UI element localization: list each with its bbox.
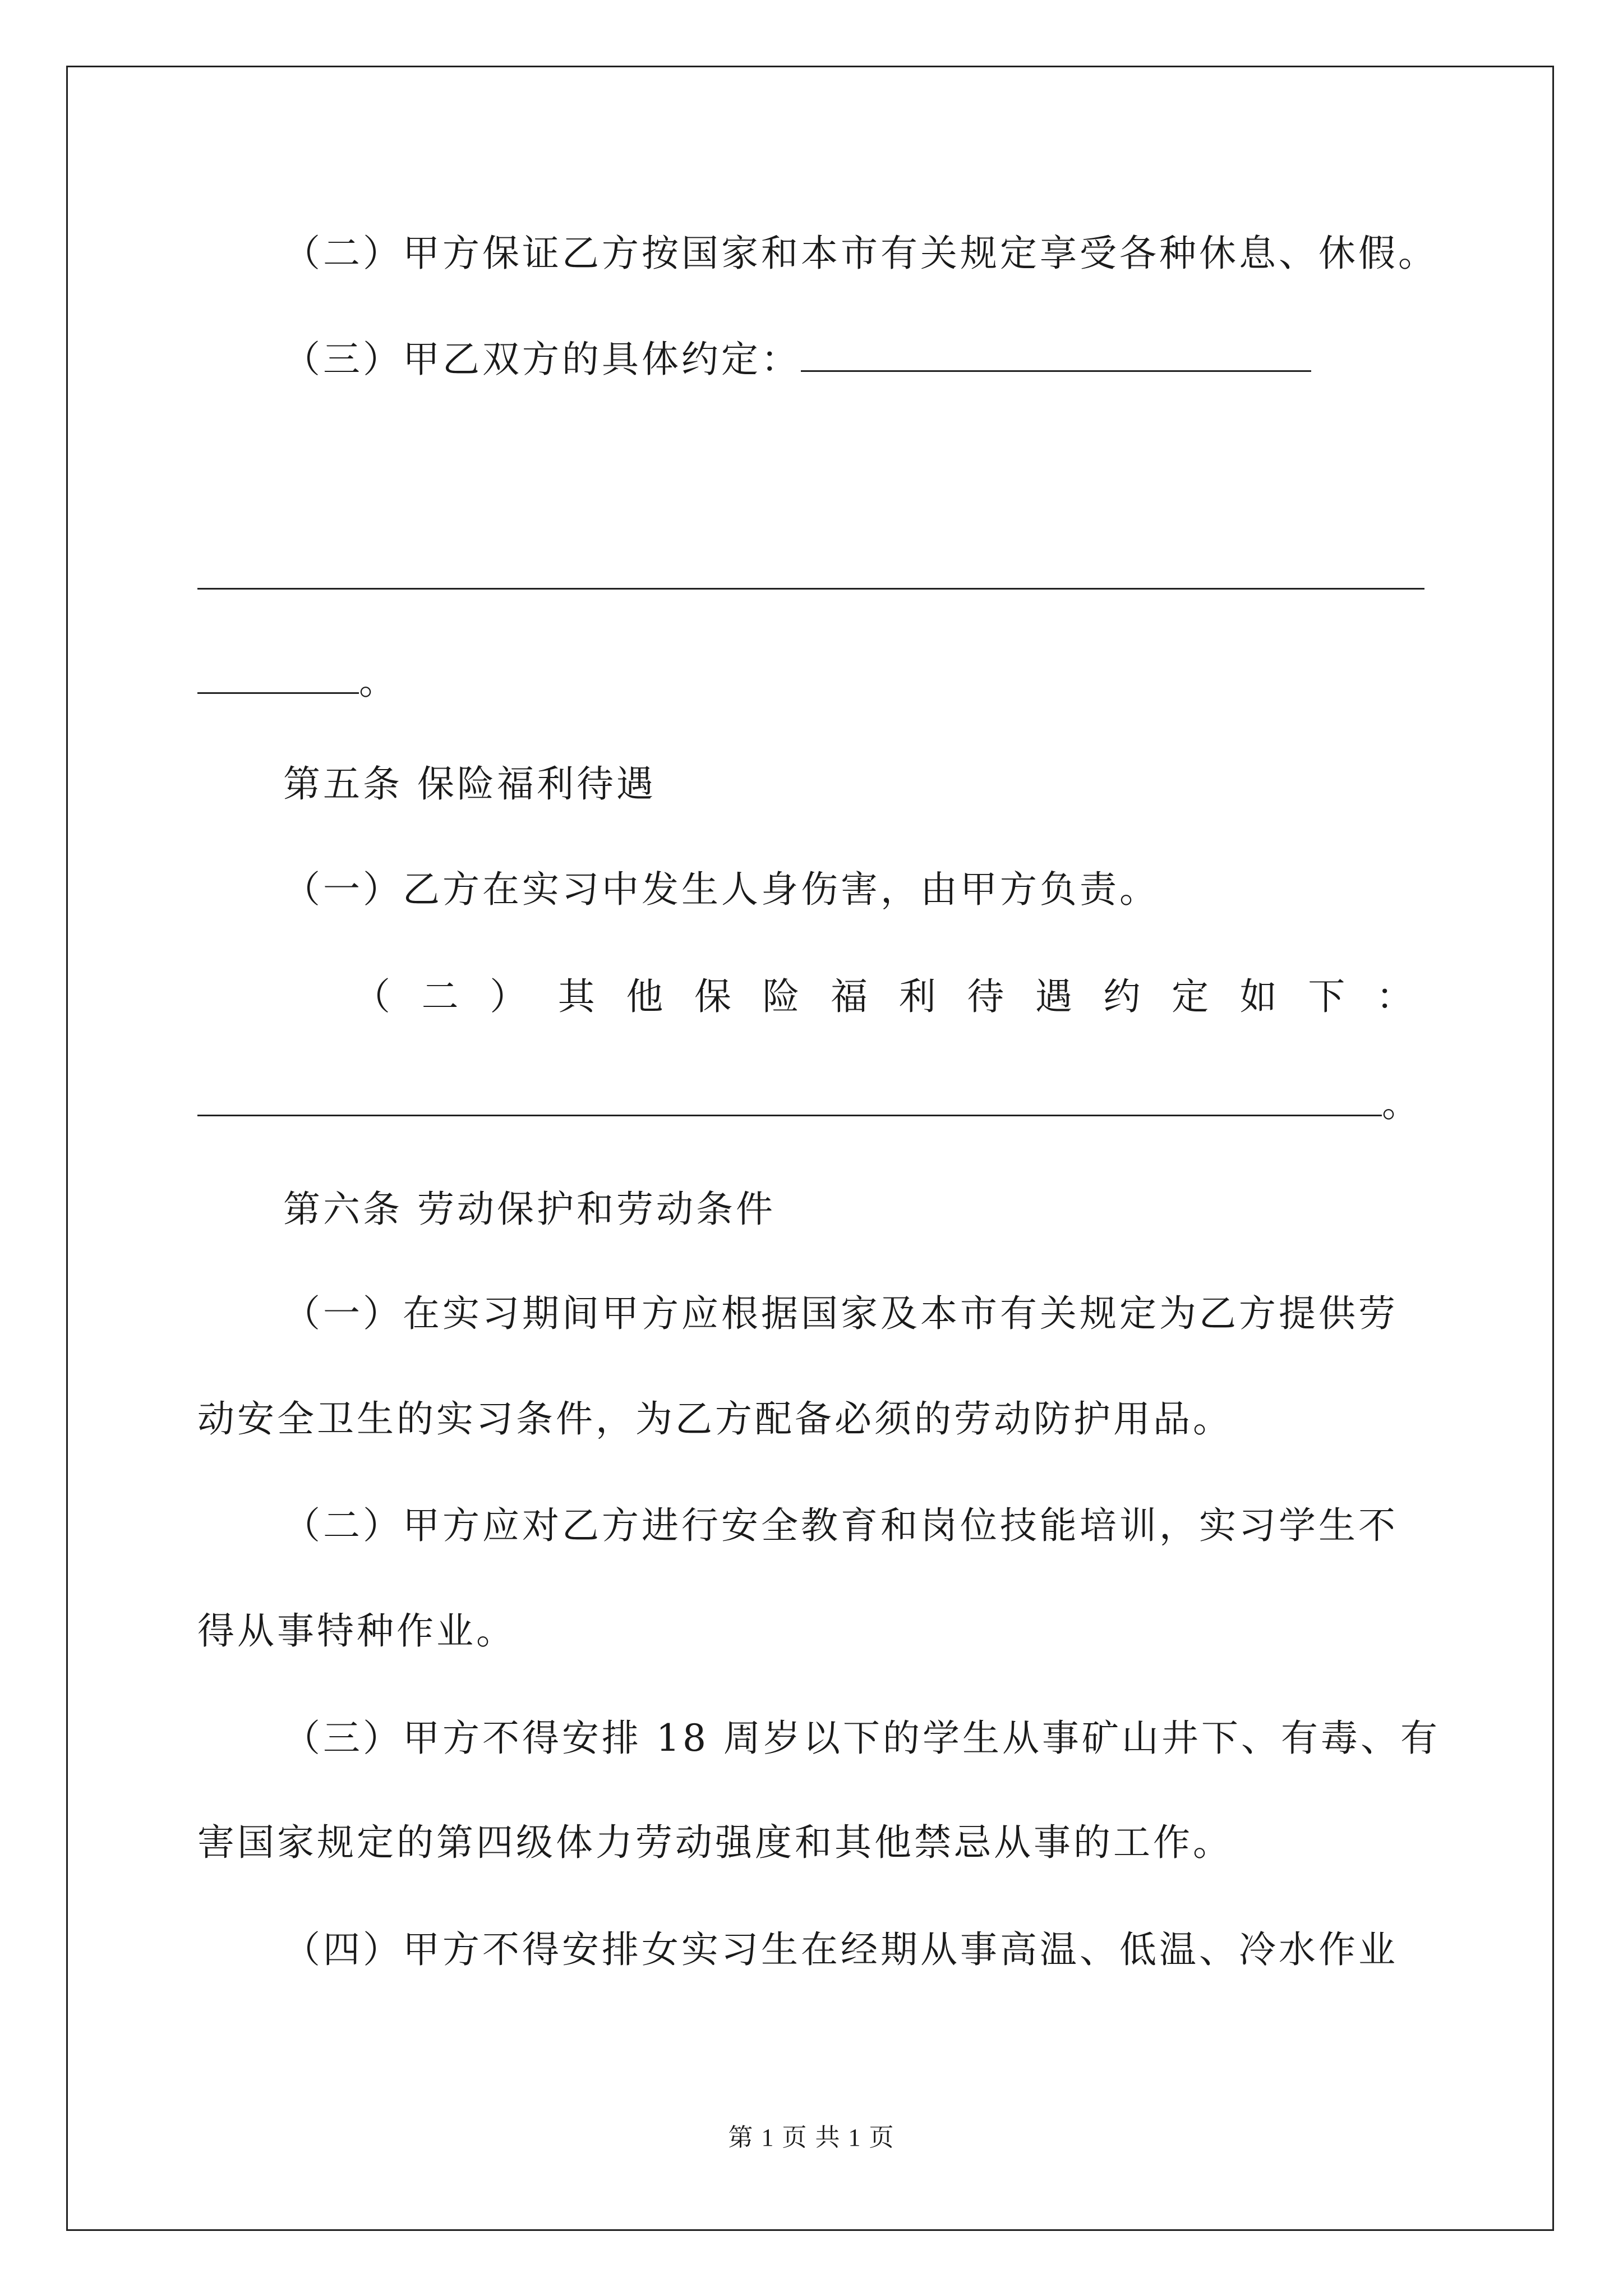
blank-line-agreement-continued bbox=[197, 553, 1424, 600]
spread-char: 下 bbox=[1308, 975, 1345, 1018]
article-5-item-2 bbox=[353, 974, 1413, 1019]
period-mark: 。 bbox=[1382, 1082, 1422, 1125]
spread-char: （ bbox=[353, 975, 390, 1018]
article-6-item-3-line-1: （三）甲方不得安排 18 周岁以下的学生从事矿山井下、有毒、有 bbox=[283, 1717, 1440, 1760]
paragraph-specific-agreement bbox=[283, 335, 1311, 382]
page-number-footer: 第 1 页 共 1 页 bbox=[728, 2124, 895, 2151]
spread-char: 如 bbox=[1239, 975, 1277, 1018]
blank-field-benefits bbox=[197, 1080, 1382, 1116]
spread-char: ： bbox=[1376, 975, 1413, 1018]
article-6-item-1-line-2: 动安全卫生的实习条件，为乙方配备必须的劳动防护用品。 bbox=[197, 1397, 1233, 1441]
spread-char: 利 bbox=[898, 975, 936, 1018]
spread-char: 保 bbox=[694, 975, 731, 1018]
spread-char: 其 bbox=[557, 975, 595, 1018]
blank-line-agreement-end bbox=[197, 657, 399, 704]
spread-char: 待 bbox=[967, 975, 1004, 1018]
blank-field-agreement bbox=[801, 335, 1311, 372]
blank-line-benefits bbox=[197, 1080, 1422, 1126]
spread-char: 险 bbox=[762, 975, 800, 1018]
spread-char: 福 bbox=[831, 975, 868, 1018]
article-5-title: 第五条 保险福利待遇 bbox=[283, 762, 656, 806]
article-6-item-2-line-1: （二）甲方应对乙方进行安全教育和岗位技能培训，实习学生不 bbox=[283, 1504, 1398, 1547]
page-border bbox=[66, 66, 1554, 2231]
blank-field-agreement-line-2 bbox=[197, 553, 1424, 590]
article-6-title: 第六条 劳动保护和劳动条件 bbox=[283, 1188, 776, 1231]
article-6-item-2-line-2: 得从事特种作业。 bbox=[197, 1609, 516, 1653]
spread-char: 遇 bbox=[1035, 975, 1072, 1018]
article-6-item-3-line-2: 害国家规定的第四级体力劳动强度和其他禁忌从事的工作。 bbox=[197, 1821, 1233, 1864]
spread-char: ） bbox=[490, 975, 527, 1018]
period-mark: 。 bbox=[359, 660, 399, 703]
blank-field-agreement-line-3 bbox=[197, 657, 359, 694]
spread-char: 定 bbox=[1172, 975, 1209, 1018]
paragraph-rest-leave: （二）甲方保证乙方按国家和本市有关规定享受各种休息、休假。 bbox=[283, 232, 1438, 275]
article-5-item-1: （一）乙方在实习中发生人身伤害，由甲方负责。 bbox=[283, 868, 1159, 911]
article-6-item-4-line-1: （四）甲方不得安排女实习生在经期从事高温、低温、冷水作业 bbox=[283, 1928, 1398, 1971]
spread-char: 约 bbox=[1103, 975, 1141, 1018]
spread-char: 他 bbox=[626, 975, 663, 1018]
spread-char: 二 bbox=[421, 975, 459, 1018]
specific-agreement-label: （三）甲乙双方的具体约定： bbox=[283, 338, 801, 381]
article-6-item-1-line-1: （一）在实习期间甲方应根据国家及本市有关规定为乙方提供劳 bbox=[283, 1292, 1398, 1335]
